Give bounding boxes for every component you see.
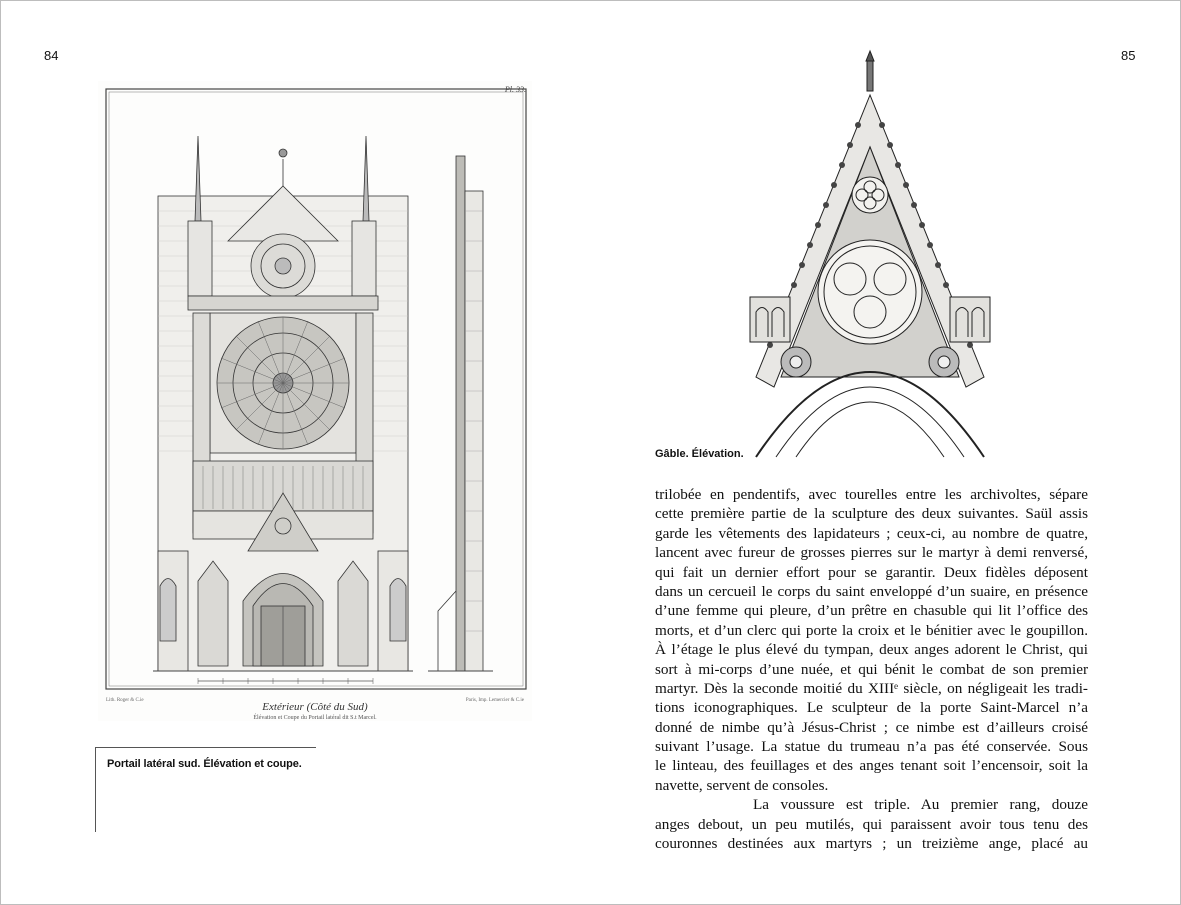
text-line: tions iconographiques. Le sculpteur de la porte Saint-Marcel n’a <box>655 699 1088 717</box>
plate-engraving <box>98 81 532 721</box>
text-line: couronnes destinées aux martyrs ; un treizième ange, placé au <box>655 835 1088 853</box>
text-line: donné de nimbe qu’à Jésus-Christ ; ce nimbe est d’ailleurs croisé <box>655 718 1088 736</box>
gable-elevation-drawing <box>746 47 994 459</box>
text-line: navette, servent de consoles. <box>655 776 829 794</box>
text-line: La voussure est triple. Au premier rang, douze <box>753 796 1088 814</box>
text-line: qui fait un dernier effort pour se garantir. Deux fidèles déposent <box>655 563 1088 581</box>
page-number-right: 85 <box>1121 48 1136 63</box>
plate-caption: Portail latéral sud. Élévation et coupe. <box>107 758 302 770</box>
text-line: cette première partie de la sculpture des deux suivantes. Saül assis <box>655 505 1088 523</box>
text-line: garde les vêtements des lapidateurs ; ceux-ci, au nombre de quatre, <box>655 524 1088 542</box>
plate-title: Extérieur (Côté du Sud) <box>262 701 368 713</box>
plate-credit-right: Paris, Imp. Lemercier & C.ie <box>465 698 524 703</box>
text-line: À l’étage le plus élevé du tympan, deux anges adorent le Christ, qui <box>655 641 1088 659</box>
text-line: d’une femme qui pleure, d’un prêtre en chasuble qui lit l’office des <box>655 602 1088 620</box>
gable-caption: Gâble. Élévation. <box>655 448 744 460</box>
page-number-left: 84 <box>44 48 59 63</box>
text-line: dans un cercueil le corps du saint enveloppé d’un suaire, en présence <box>655 582 1088 600</box>
text-line: morts, et d’un clerc qui porte la croix et le bénitier avec le goupillon. <box>655 621 1088 639</box>
body-text <box>655 485 1088 853</box>
text-line: sort à mi-corps d’une nuée, et qui bénit le combat de son premier <box>655 660 1088 678</box>
text-line: lancent avec fureur de grosses pierres sur le martyr à demi renversé, <box>655 544 1088 562</box>
plate-number: Pl. 33. <box>504 85 526 94</box>
text-line: suivant l’usage. La statue du trumeau n’a pas été conservée. Sous <box>655 738 1088 756</box>
text-line: le linteau, des feuillages et des anges tenant soit l’encensoir, soit la <box>655 757 1088 775</box>
plate-subtitle: Élévation et Coupe du Portail latéral dit S.t Marcel. <box>253 715 377 721</box>
text-line: anges debout, un peu mutilés, qui paraissent avoir tous tenu des <box>655 815 1088 833</box>
text-line: martyr. Dès la seconde moitié du XIIIᵉ siècle, on négligeait les tradi- <box>655 679 1088 697</box>
portal-elevation-drawing <box>98 81 532 721</box>
text-line: trilobée en pendentifs, avec tourelles entre les archivoltes, sépare <box>655 486 1088 503</box>
plate-credit-left: Lith. Roger & C.ie <box>106 698 144 703</box>
